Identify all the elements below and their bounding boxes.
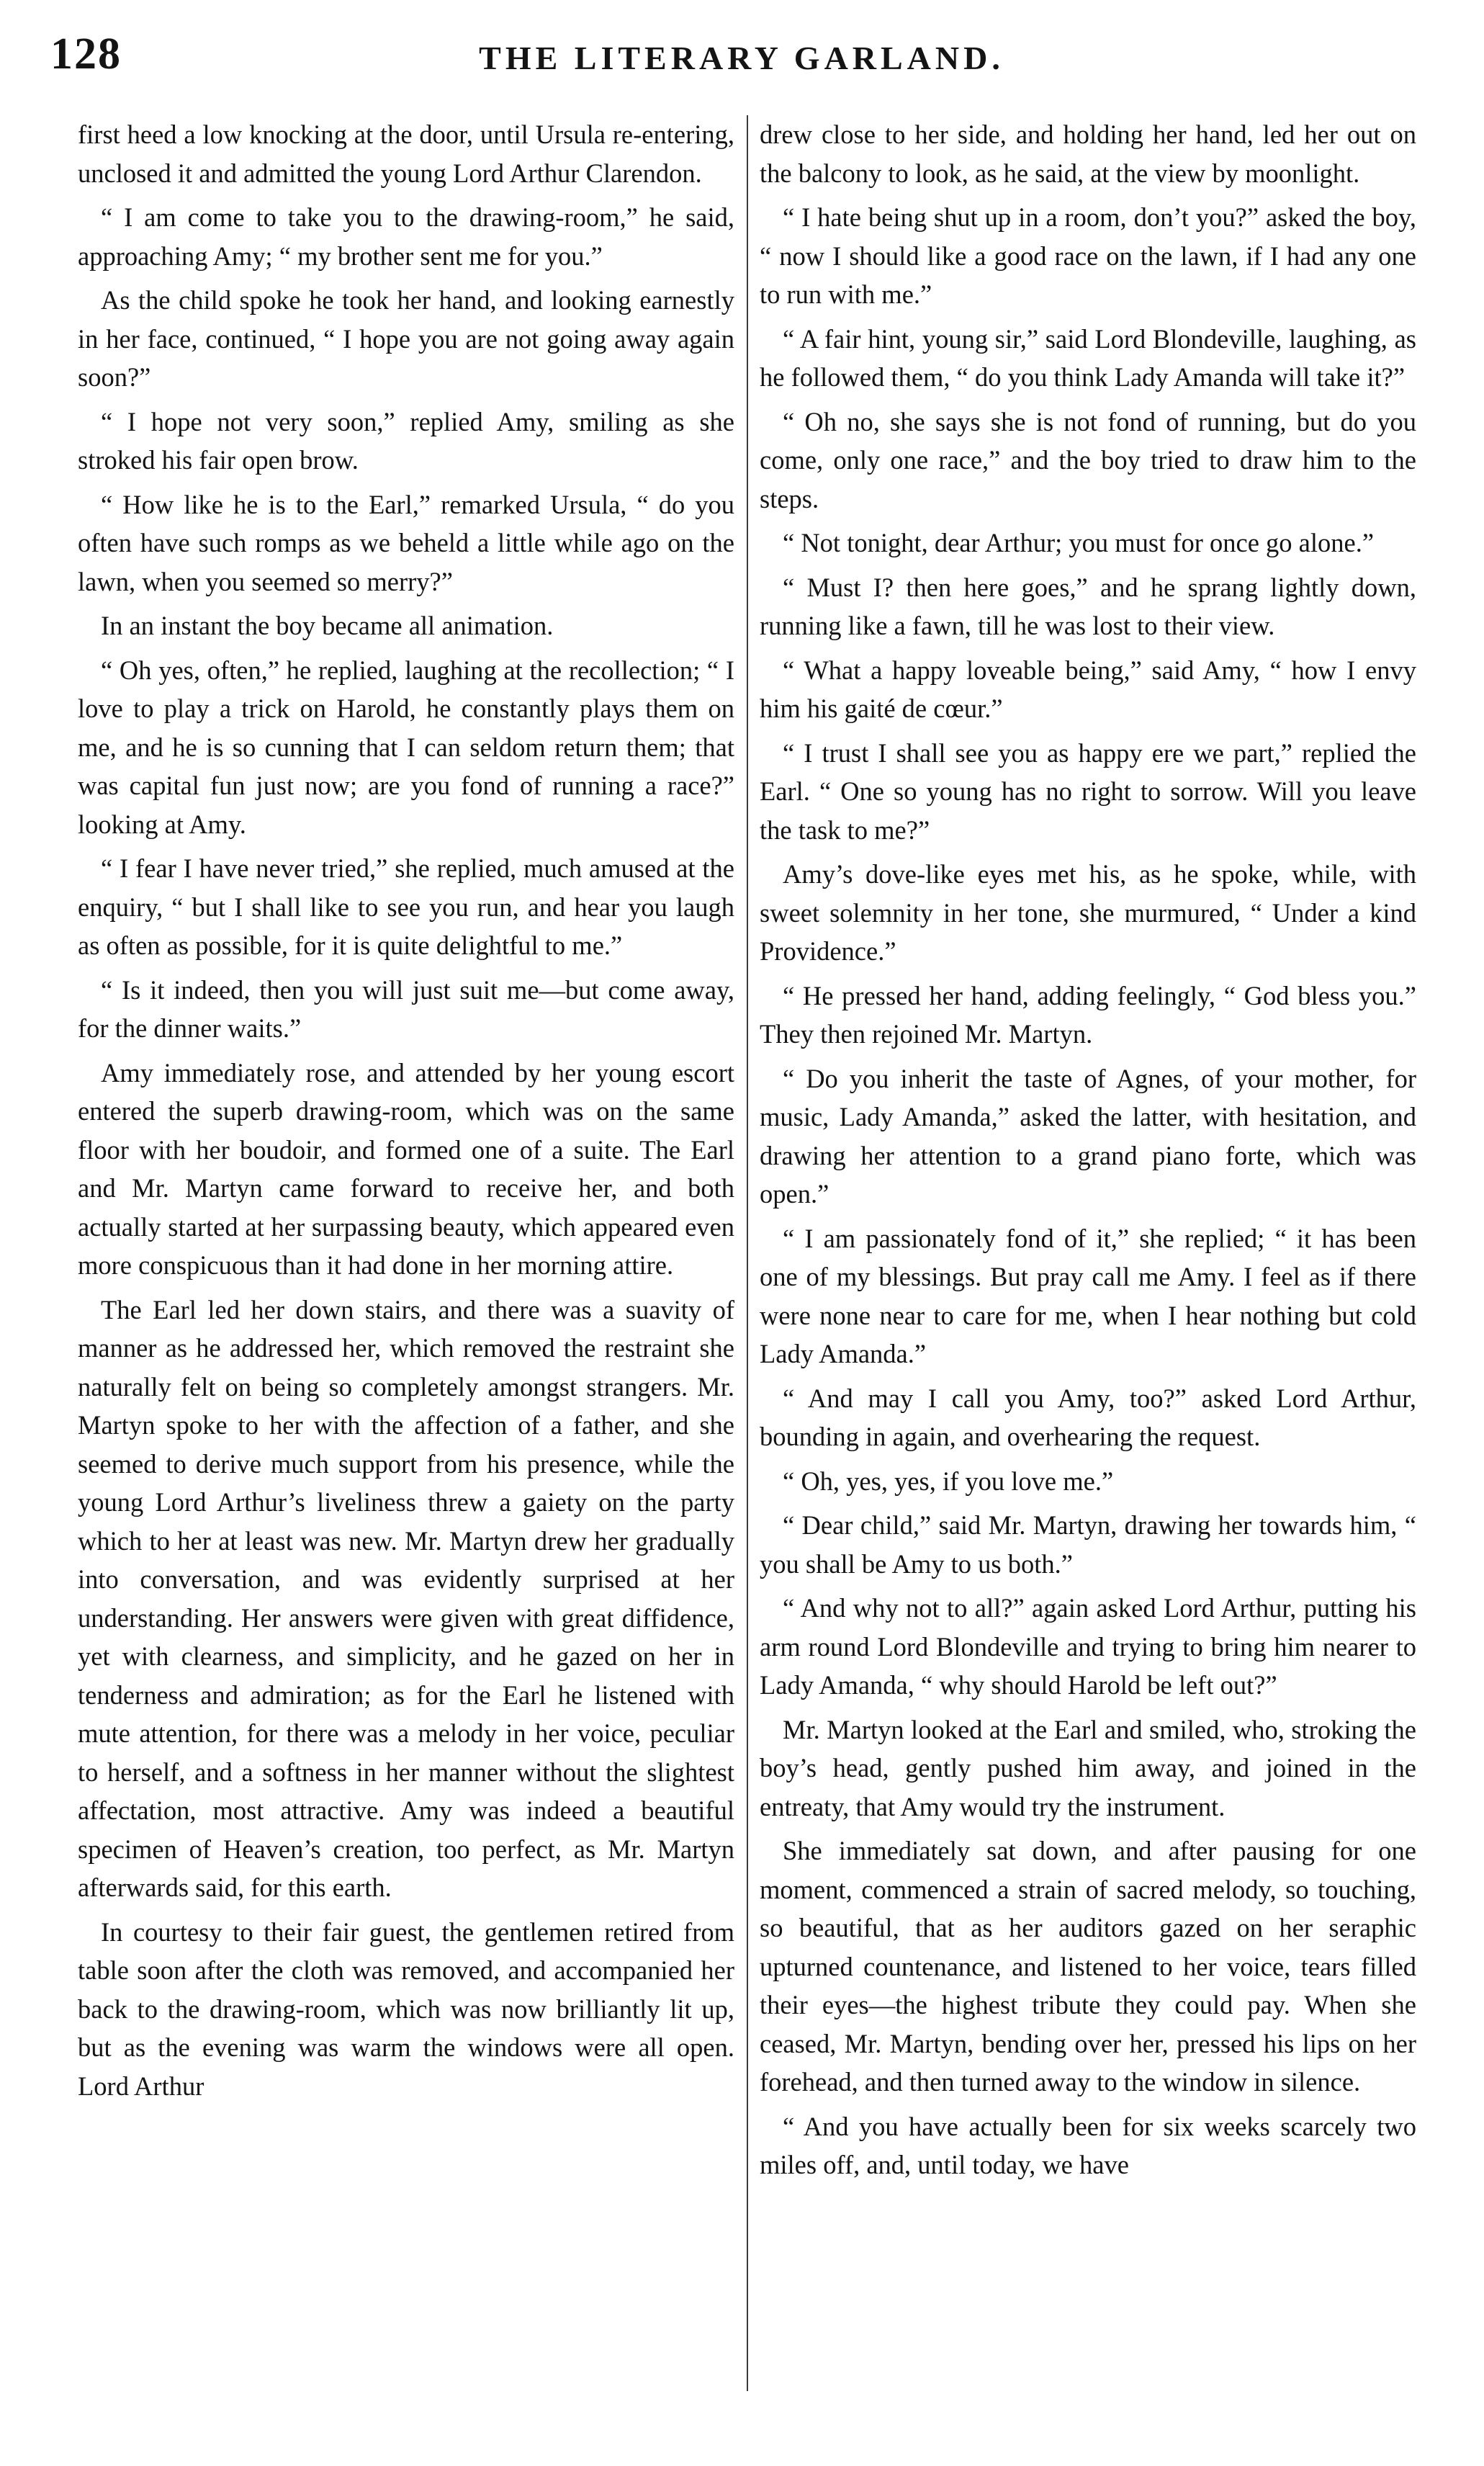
paragraph: “ Oh, yes, yes, if you love me.” — [783, 1466, 1114, 1496]
paragraph: In courtesy to their fair guest, the gentlemen retired from table soon after the cloth was removed, and accompanied her back to the drawing-room, which was now brilliantly lit up, but as the evening was warm the windows were all open. Lord Arthur — [78, 1916, 734, 2101]
paragraph: “ Dear child,” said Mr. Martyn, drawing her towards him, “ you shall be Amy to us both.” — [760, 1510, 1416, 1579]
paragraph: “ Oh no, she says she is not fond of running, but do you come, only one race,” and the boy tried to draw him to the steps. — [760, 406, 1416, 514]
left-column — [78, 115, 734, 2420]
paragraph: first heed a low knocking at the door, until Ursula re-entering, unclosed it and admitted the young Lord Arthur Clarendon. — [78, 120, 734, 188]
right-column — [760, 115, 1416, 2420]
page-number: 128 — [50, 30, 122, 79]
paragraph: “ And may I call you Amy, too?” asked Lord Arthur, bounding in again, and overhearing the request. — [760, 1383, 1416, 1451]
paragraph: “ I am passionately fond of it,” she replied; “ it has been one of my blessings. But pray call me Amy. I feel as if there were none near to care for me, when I hear nothing but cold Lady Amanda.” — [760, 1223, 1416, 1368]
paragraph: “ A fair hint, young sir,” said Lord Blondeville, laughing, as he followed them, “ do you think Lady Amanda will take it?” — [760, 323, 1416, 392]
paragraph: “ He pressed her hand, adding feelingly, “ God bless you.” They then rejoined Mr. Martyn. — [760, 980, 1416, 1049]
paragraph: “ I am come to take you to the drawing-room,” he said, approaching Amy; “ my brother sent me for you.” — [78, 202, 734, 271]
paragraph: She immediately sat down, and after pausing for one moment, commenced a strain of sacred melody, so touching, so beautiful, that as her auditors gazed on her seraphic upturned countenance, and listened to her voice, tears filled their eyes—the highest tribute they could pay. When she ceased, Mr. Martyn, bending over her, pressed his lips on her forehead, and then turned away to the window in silence. — [760, 1836, 1416, 2097]
paragraph: “ Is it indeed, then you will just suit me—but come away, for the dinner waits.” — [78, 974, 734, 1043]
running-title: THE LITERARY GARLAND. — [479, 40, 1004, 76]
paragraph: “ I fear I have never tried,” she replied, much amused at the enquiry, “ but I shall like to see you run, and hear you laugh as often as possible, for it is quite delightful to me.” — [78, 853, 734, 960]
paragraph: Amy’s dove-like eyes met his, as he spoke, while, with sweet solemnity in her tone, she murmured, “ Under a kind Providence.” — [760, 859, 1416, 966]
paragraph: The Earl led her down stairs, and there was a suavity of manner as he addressed her, which removed the restraint she naturally felt on being so completely amongst strangers. Mr. Martyn spoke to her with the affection of a father, and she seemed to derive much support from his presence, while the young Lord Arthur’s liveliness threw a gaiety on the party which to her at least was new. Mr. Martyn drew her gradually into conversation, and was evidently surprised at her understanding. Her answers were given with great diffidence, yet with clearness, and simplicity, and he gazed on her in tenderness and admiration; as for the Earl he listened with mute attention, for there was a melody in her voice, peculiar to herself, and a softness in her manner without the slightest affectation, most attractive. Amy was indeed a beautiful specimen of Heaven’s creation, too perfect, as Mr. Martyn afterwards said, for this earth. — [78, 1294, 734, 1902]
paragraph: “ And you have actually been for six weeks scarcely two miles off, and, until today, we have — [760, 2111, 1416, 2179]
paragraph: Mr. Martyn looked at the Earl and smiled, who, stroking the boy’s head, gently pushed him away, and joined in the entreaty, that Amy would try the instrument. — [760, 1714, 1416, 1821]
paragraph: As the child spoke he took her hand, and looking earnestly in her face, continued, “ I hope you are not going away again soon?” — [78, 285, 734, 392]
paragraph: “ I hope not very soon,” replied Amy, smiling as she stroked his fair open brow. — [78, 406, 734, 475]
paragraph: “ Oh yes, often,” he replied, laughing at the recollection; “ I love to play a trick on Harold, he constantly plays them on me, and he is so cunning that I can seldom return them; that was capital fun just now; are you fond of running a race?” looking at Amy. — [78, 655, 734, 839]
paragraph: In an instant the boy became all animation. — [101, 611, 554, 640]
paragraph: “ Do you inherit the taste of Agnes, of your mother, for music, Lady Amanda,” asked the latter, with hesitation, and drawing her attention to a grand piano forte, which was open.” — [760, 1063, 1416, 1209]
paragraph: drew close to her side, and holding her hand, led her out on the balcony to look, as he said, at the view by moonlight. — [760, 120, 1416, 188]
paragraph: “ I hate being shut up in a room, don’t you?” asked the boy, “ now I should like a good race on the lawn, if I had any one to run with me.” — [760, 202, 1416, 309]
column-rule — [747, 115, 748, 2391]
paragraph: “ Not tonight, dear Arthur; you must for once go alone.” — [783, 528, 1375, 557]
paragraph: “ How like he is to the Earl,” remarked Ursula, “ do you often have such romps as we beheld a little while ago on the lawn, when you seemed so merry?” — [78, 489, 734, 596]
paragraph: “ And why not to all?” again asked Lord Arthur, putting his arm round Lord Blondeville and trying to bring him nearer to Lady Amanda, “ why should Harold be left out?” — [760, 1593, 1416, 1700]
paragraph: Amy immediately rose, and attended by her young escort entered the superb drawing-room, which was on the same floor with her boudoir, and formed one of a suite. The Earl and Mr. Martyn came forward to receive her, and both actually started at her surpassing beauty, which appeared even more conspicuous than it had done in her morning attire. — [78, 1057, 734, 1280]
paragraph: “ What a happy loveable being,” said Amy, “ how I envy him his gaité de cœur.” — [760, 655, 1416, 723]
paragraph: “ I trust I shall see you as happy ere we part,” replied the Earl. “ One so young has no right to sorrow. Will you leave the task to me?” — [760, 737, 1416, 845]
page-header — [50, 29, 1433, 94]
paragraph: “ Must I? then here goes,” and he sprang lightly down, running like a fawn, till he was lost to their view. — [760, 572, 1416, 640]
